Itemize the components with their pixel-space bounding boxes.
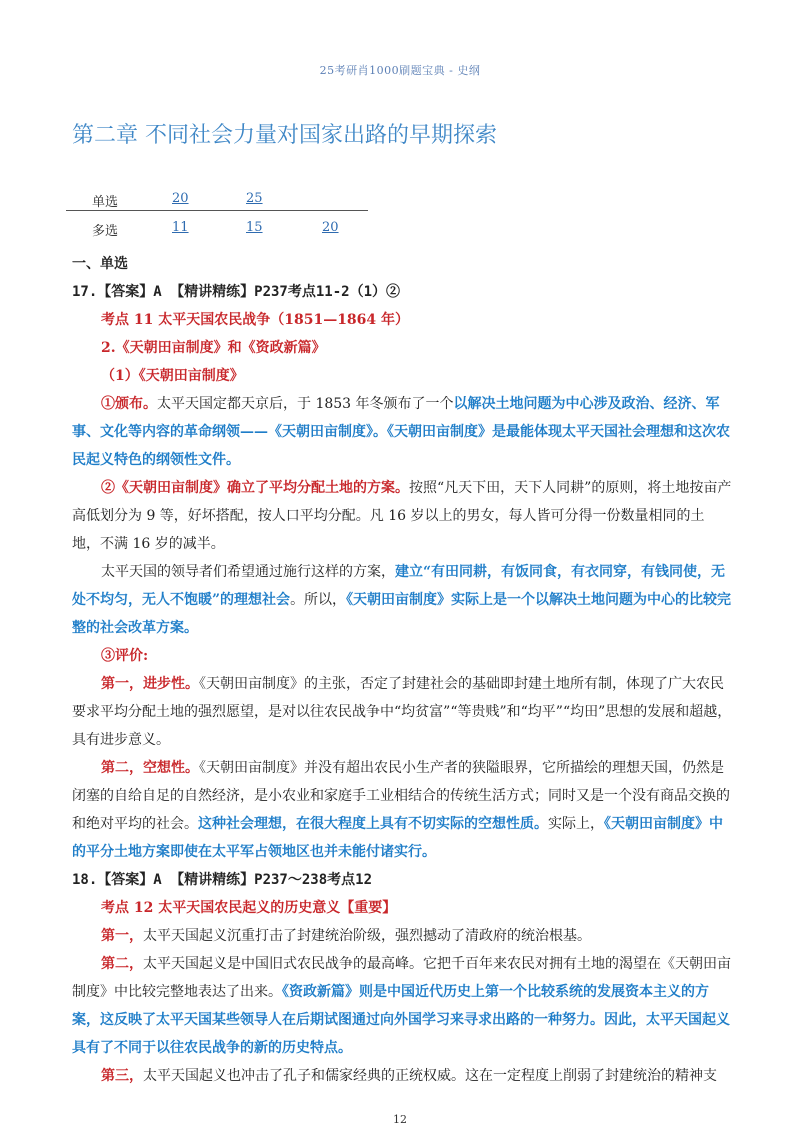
paragraph-significance-2 xyxy=(72,950,732,1062)
paragraph-text: 《天朝田亩制度》并没有超出农民小生产者的狭隘眼界，它所描绘的理想天国，仍然是闭塞的自给自足的自然经济，是小农业和家庭手工业相结合的传统生活方式；同时又是一个没有商品交换的和绝对平均的社会。 xyxy=(72,760,730,832)
highlight-text: 以解决土地问题为中心涉及政治、经济、军事、文化等内容的革命纲领——《天朝田亩制度》。《天朝田亩制度》是最能体现太平天国社会理想和这次农民起义特色的纲领性文件。 xyxy=(72,396,730,468)
question-count-table xyxy=(66,188,368,241)
highlight-text: 《资政新篇》则是中国近代历史上第一个比较系统的发展资本主义的方案，这反映了太平天国某些领导人在后期试图通过向外国学习来寻求出路的一种努力。因此，太平天国起义具有了不同于以往农民战争的新的历史特点。 xyxy=(72,984,730,1056)
paragraph-text: 太平天国起义是中国旧式农民战争的最高峰。它把千百年来农民对拥有土地的渴望在《天朝田亩制度》中比较完整地表达了出来。 xyxy=(72,956,731,1000)
table-row xyxy=(66,188,368,211)
question-link[interactable]: 25 xyxy=(246,191,263,206)
paragraph-text: 实际上， xyxy=(548,816,604,832)
row-label: 单选 xyxy=(92,195,119,210)
kaodian-12: 考点 12 太平天国农民起义的历史意义【重要】 xyxy=(101,900,397,916)
chapter-title: 第二章 不同社会力量对国家出路的早期探索 xyxy=(72,123,497,148)
question-link[interactable]: 11 xyxy=(172,220,189,235)
section-title: 一、单选 xyxy=(72,256,128,272)
evaluation-heading: ③评价: xyxy=(101,648,149,664)
paragraph-text: 《天朝田亩制度》的主张，否定了封建社会的基础即封建土地所有制，体现了广大农民要求平均分配土地的强烈愿望，是对以往农民战争中“均贫富”“等贵贱”和“均平”“均田”思想的发展和超越，具有进步意义。 xyxy=(72,676,732,748)
paragraph-significance-1 xyxy=(72,922,732,950)
paragraph-text: 太平天国起义沉重打击了封建统治阶级，强烈撼动了清政府的统治根基。 xyxy=(143,928,591,944)
paragraph-ideal-society xyxy=(72,558,732,642)
row-label: 多选 xyxy=(92,224,119,239)
kaodian-11: 考点 11 太平天国农民战争（1851—1864 年） xyxy=(101,312,410,328)
subsection-2: 2.《天朝田亩制度》和《资政新篇》 xyxy=(101,340,326,356)
answer-content xyxy=(72,250,732,1090)
paragraph-text: 太平天国起义也冲击了孔子和儒家经典的正统权威。这在一定程度上削弱了封建统治的精神支 xyxy=(143,1068,717,1084)
question-link[interactable]: 15 xyxy=(246,220,263,235)
paragraph-lead: 第一， xyxy=(101,928,143,944)
paragraph-text: 太平天国的领导者们希望通过施行这样的方案， xyxy=(101,564,395,580)
highlight-text: 建立“有田同耕，有饭同食，有衣同穿，有钱同使，无处不均匀，无人不饱暖”的理想社会 xyxy=(72,564,726,608)
paragraph-lead: 第一，进步性。 xyxy=(101,676,199,692)
paragraph-lead: 第二，空想性。 xyxy=(101,760,199,776)
paragraph-lead: ②《天朝田亩制度》确立了平均分配土地的方案。 xyxy=(101,480,409,496)
question-link[interactable]: 20 xyxy=(172,191,189,206)
paragraph-land-distribution xyxy=(72,474,732,558)
highlight-text: 这种社会理想，在很大程度上具有不切实际的空想性质。 xyxy=(198,816,548,832)
question-18-heading: 18.【答案】A 【精讲精练】P237～238考点12 xyxy=(72,872,373,888)
paragraph-significance-3 xyxy=(72,1062,732,1090)
question-link[interactable]: 20 xyxy=(322,220,339,235)
paragraph-utopian xyxy=(72,754,732,866)
paragraph-lead: ①颁布。 xyxy=(101,396,157,412)
paragraph-lead: 第三， xyxy=(101,1068,143,1084)
page-header: 25考研肖1000刷题宝典 - 史纲 xyxy=(319,64,481,77)
page-number: 12 xyxy=(393,1113,407,1126)
highlight-text: 《天朝田亩制度》实际上是一个以解决土地问题为中心的比较完整的社会改革方案。 xyxy=(72,592,732,636)
paragraph-text: 。所以， xyxy=(290,592,347,608)
paragraph-promulgation xyxy=(72,390,732,474)
paragraph-text: 按照“凡天下田，天下人同耕”的原则，将土地按亩产高低划分为 9 等，好坏搭配，按人口平均分配。凡 16 岁以上的男女，每人皆可分得一份数量相同的土地，不满 16 岁的减半。 xyxy=(72,480,732,552)
highlight-text: 《天朝田亩制度》中的平分土地方案即使在太平军占领地区也并未能付诸实行。 xyxy=(72,816,723,860)
paragraph-lead: 第二， xyxy=(101,956,143,972)
subsection-2-1: （1）《天朝田亩制度》 xyxy=(101,368,244,384)
paragraph-progressive xyxy=(72,670,732,754)
question-17-heading: 17.【答案】A 【精讲精练】P237考点11-2（1）② xyxy=(72,284,401,300)
table-row xyxy=(66,217,368,241)
paragraph-text: 太平天国定都天京后，于 1853 年冬颁布了一个 xyxy=(157,396,454,412)
